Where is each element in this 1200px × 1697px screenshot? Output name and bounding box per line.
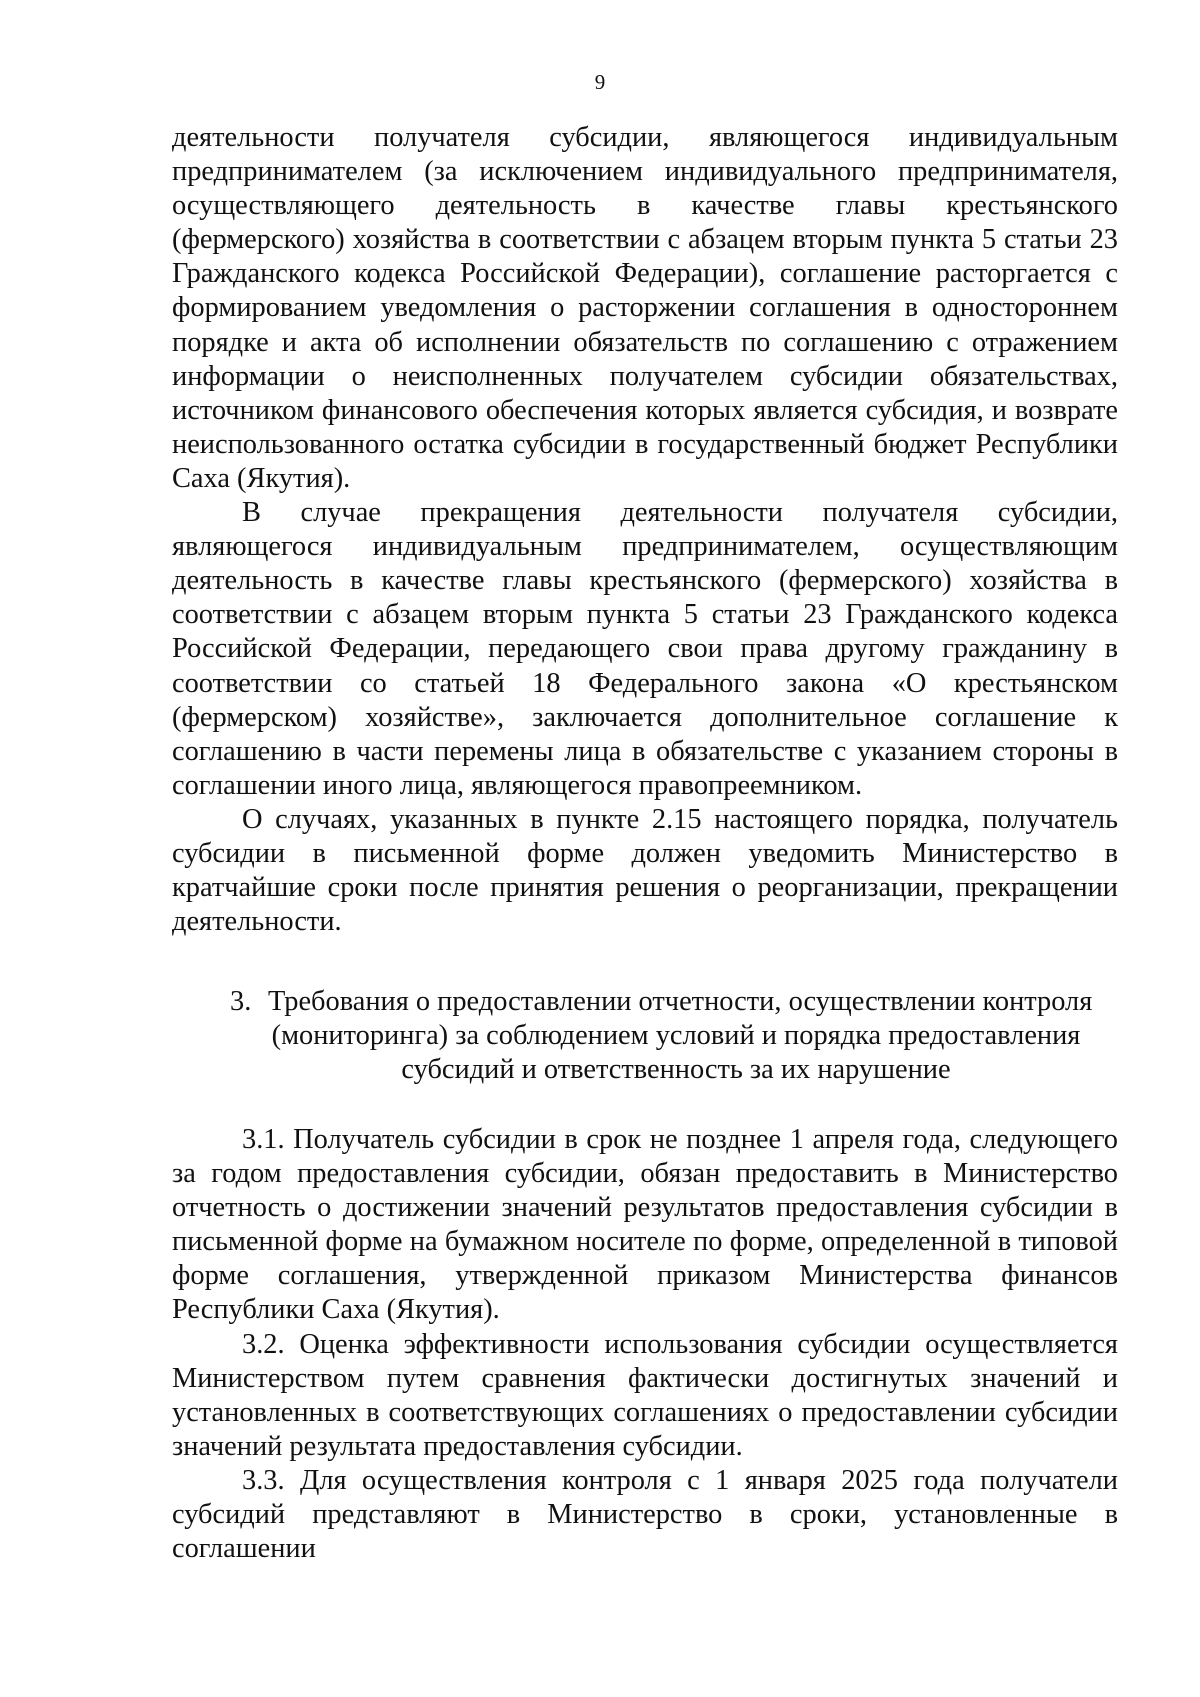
paragraph-continued: деятельности получателя субсидии, являющегося индивидуальным предпринимателем (за исключением индивидуального предпринимателя, осуществляющего деятельность в качестве главы крестьянского (фермерского) хозяйства в соответствии с абзацем вторым пункта 5 статьи 23 Гражданского кодекса Российской Федерации), соглашение расторгается с формированием уведомления о расторжении соглашения в одностороннем порядке и акта об исполнении обязательств по соглашению с отражением информации о неисполненных получателем субсидии обязательствах, источником финансового обеспечения которых является субсидия, и возврате неиспользованного остатка субсидии в государственный бюджет Республики Саха (Якутия). <box>172 122 1118 494</box>
page-number: 9 <box>594 70 606 94</box>
section-heading-line-2: (мониторинга) за соблюдением условий и порядка предоставления <box>271 1020 1081 1052</box>
paragraph-termination-ip: В случае прекращения деятельности получателя субсидии, являющегося индивидуальным предпринимателем, осуществляющим деятельность в качестве главы крестьянского (фермерского) хозяйства в соответствии с абзацем вторым пункта 5 статьи 23 Гражданского кодекса Российской Федерации, передающего свои права другому гражданину в соответствии со статьей 18 Федерального закона «О крестьянском (фермерском) хозяйстве», заключается дополнительное соглашение к соглашению в части перемены лица в обязательстве с указанием стороны в соглашении иного лица, являющегося правопреемником. <box>172 497 1118 801</box>
section-heading-line-1-text: Требования о предоставлении отчетности, осуществлении контроля <box>268 986 1093 1017</box>
paragraph-3-2: 3.2. Оценка эффективности использования субсидии осуществляется Министерством путем сравнения фактически достигнутых значений и установленных в соответствующих соглашениях о предоставлении субсидии значений результата предоставления субсидии. <box>172 1328 1118 1462</box>
paragraph-3-1: 3.1. Получатель субсидии в срок не позднее 1 апреля года, следующего за годом предоставления субсидии, обязан предоставить в Министерство отчетность о достижении значений результатов предоставления субсидии в письменной форме на бумажном носителе по форме, определенной в типовой форме соглашения, утвержденной приказом Министерства финансов Республики Саха (Якутия). <box>172 1124 1118 1326</box>
paragraph-notification: О случаях, указанных в пункте 2.15 настоящего порядка, получатель субсидии в письменной форме должен уведомить Министерство в кратчайшие сроки после принятия решения о реорганизации, прекращении деятельности. <box>172 803 1118 938</box>
text-block-lower <box>172 1123 1118 1566</box>
paragraph-3-3: 3.3. Для осуществления контроля с 1 января 2025 года получатели субсидий представляют в Министерство в сроки, установленные в соглашении <box>172 1464 1118 1565</box>
text-block-upper <box>172 121 1118 939</box>
section-number: 3. <box>230 986 252 1017</box>
section-heading-line-3: субсидий и ответственность за их нарушение <box>401 1054 951 1086</box>
section-heading-line-1 <box>230 985 1100 1019</box>
section-heading <box>230 985 1100 1087</box>
